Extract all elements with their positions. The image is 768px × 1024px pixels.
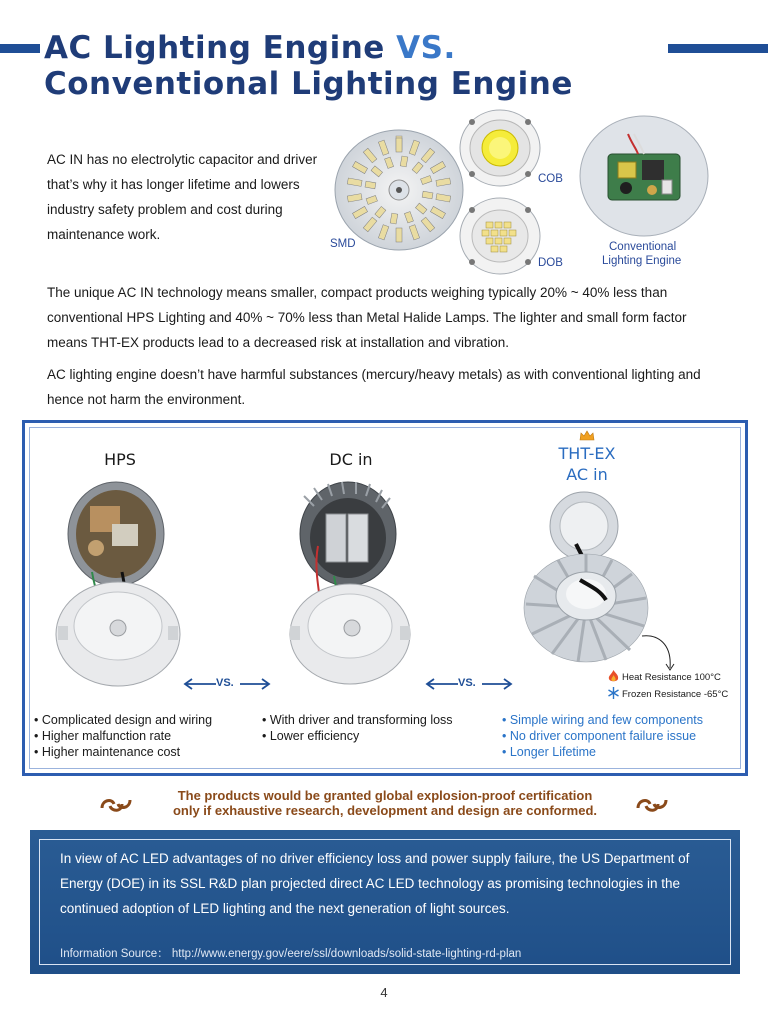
hps-heading: HPS	[104, 450, 136, 469]
ac-bullet: • No driver component failure issue	[502, 729, 697, 743]
certification-line2: only if exhaustive research, development and design are conformed.	[172, 803, 598, 818]
vs-label-1: VS.	[216, 677, 234, 689]
page-number: 4	[380, 985, 388, 1000]
compact-paragraph: The unique AC IN technology means smaller, compact products weighing typically 20% ~ 40% less than conventional HPS Lighting and 40% ~ 70% less than Metal Halide Lamps. The lighter and small form factor means THT-EX products lead to a decreased risk at installation and vibration.	[47, 285, 687, 350]
chain-icon-left	[98, 794, 134, 814]
header-bar-right	[668, 44, 768, 53]
title-line2: Conventional Lighting Engine	[44, 66, 573, 102]
ac-heading-line2: AC in	[566, 465, 608, 484]
dc-bullet: • With driver and transforming loss	[262, 713, 453, 727]
ac-bullet: • Longer Lifetime	[502, 745, 597, 759]
snowflake-icon	[607, 686, 620, 700]
ac-fixture-image	[520, 490, 660, 670]
chain-icon-right	[634, 794, 670, 814]
header-bar-left	[0, 44, 40, 53]
certification-line1: The products would be granted global explosion-proof certification	[177, 788, 593, 803]
crown-icon	[579, 430, 595, 442]
hps-bullet: • Higher malfunction rate	[34, 729, 172, 743]
page-title	[44, 30, 573, 102]
dc-fixture-image	[284, 476, 420, 692]
smd-board-image	[333, 128, 465, 252]
environment-paragraph: AC lighting engine doesn’t have harmful substances (mercury/heavy metals) as with conventional lighting and hence not harm the environment.	[47, 367, 701, 407]
dc-bullet: • Lower efficiency	[262, 729, 360, 743]
ac-bullet: • Simple wiring and few components	[502, 713, 704, 727]
hps-bullet: • Complicated design and wiring	[34, 713, 213, 727]
flame-icon	[607, 669, 620, 683]
information-source-link[interactable]: Information Source： http://www.energy.gov/eere/ssl/downloads/solid-state-lighting-rd-plan	[60, 948, 522, 960]
certification-note	[140, 788, 630, 818]
dob-module-image	[458, 196, 542, 276]
conventional-engine-image	[578, 114, 710, 238]
title-vs: VS.	[396, 30, 456, 66]
dc-heading: DC in	[329, 450, 373, 469]
smd-label: SMD	[330, 238, 356, 250]
vs-label-2: VS.	[458, 677, 476, 689]
title-part1: AC Lighting Engine	[44, 30, 385, 66]
pointer-curve-icon	[640, 632, 676, 672]
conventional-label-2: Lighting Engine	[602, 255, 682, 267]
ac-heading	[540, 443, 634, 485]
cob-label: COB	[538, 173, 563, 185]
dob-label: DOB	[538, 257, 563, 269]
hps-bullet: • Higher maintenance cost	[34, 745, 181, 759]
hps-fixture-image	[52, 476, 188, 692]
frozen-resistance-label: Frozen Resistance -65°C	[622, 689, 729, 700]
doe-info-text: In view of AC LED advantages of no driver efficiency loss and power supply failure, the US Department of Energy (DOE) in its SSL R&D plan projected direct AC LED technology as promising technologies in the continued adoption of LED lighting and the next generation of light sources.	[60, 851, 690, 916]
cob-module-image	[458, 108, 542, 188]
heat-resistance-label: Heat Resistance 100°C	[622, 672, 721, 683]
intro-paragraph: AC IN has no electrolytic capacitor and driver that’s why it has longer lifetime and lowers industry safety problem and cost during maintenance work.	[47, 152, 318, 242]
conventional-label-1: Conventional	[609, 241, 677, 253]
ac-heading-line1: THT-EX	[558, 444, 616, 463]
